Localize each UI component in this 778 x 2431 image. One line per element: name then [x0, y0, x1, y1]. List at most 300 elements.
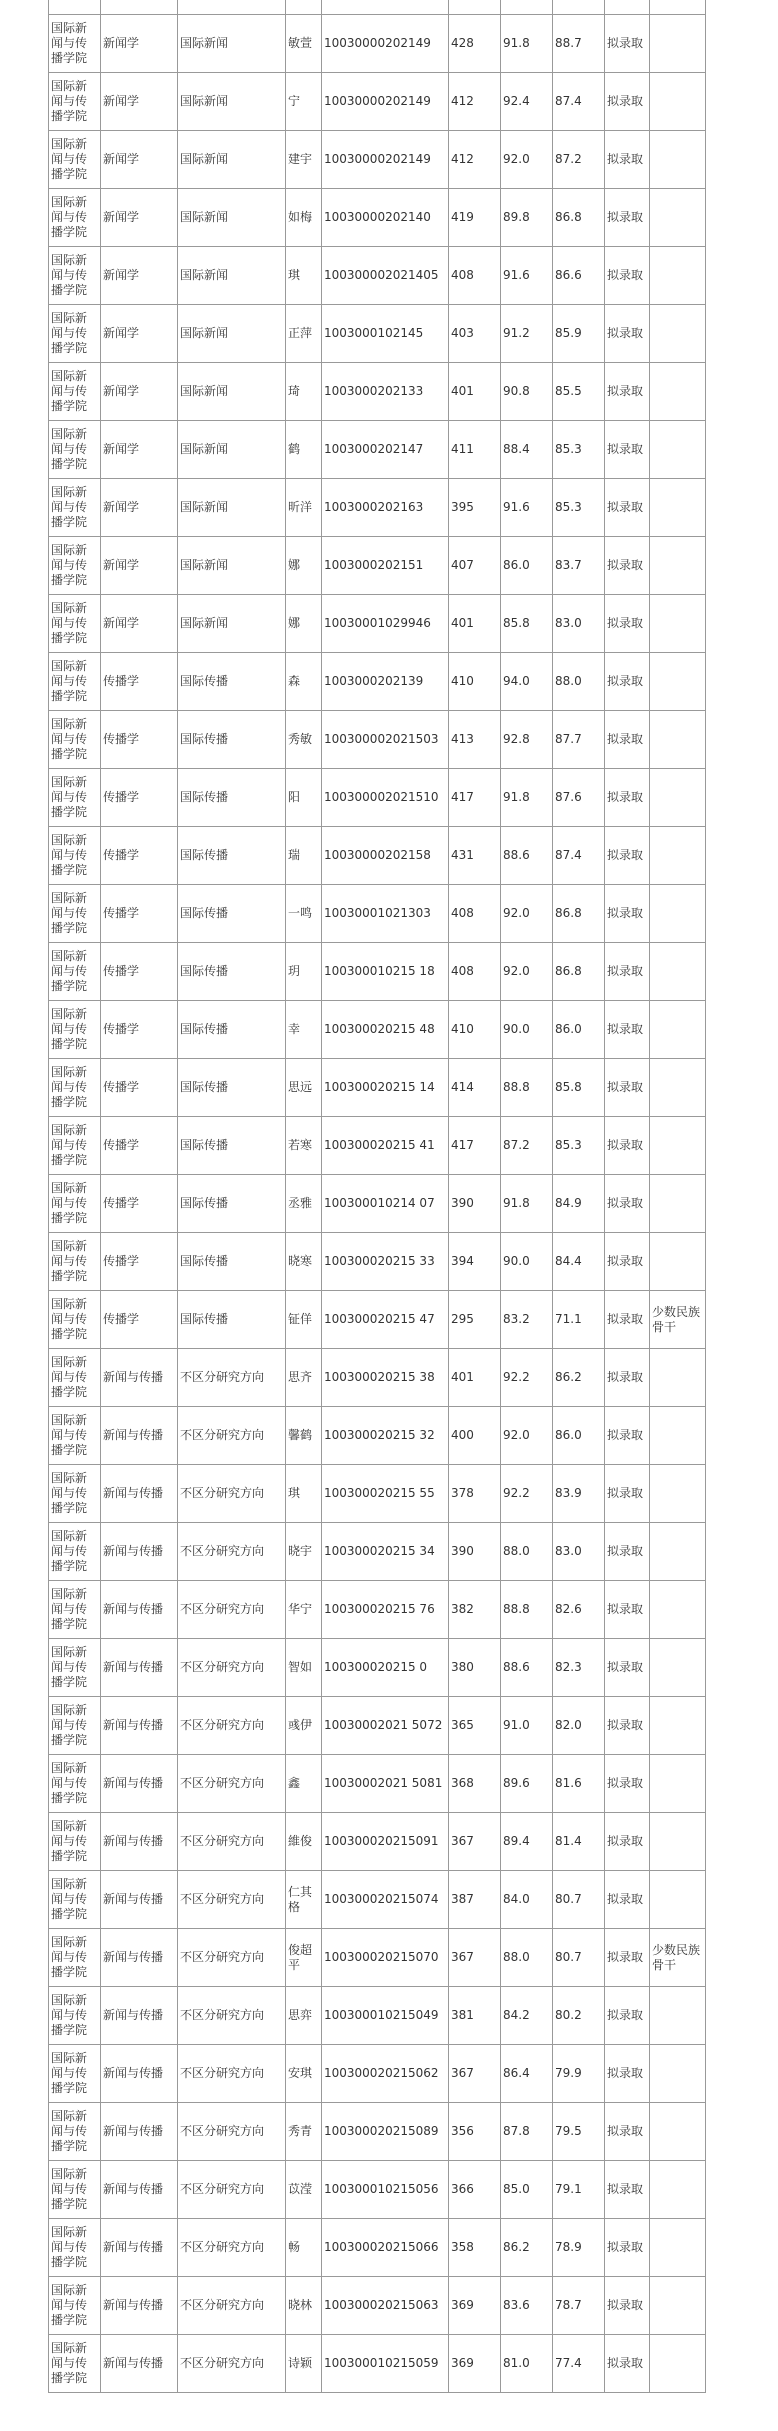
remark-cell	[650, 1407, 706, 1465]
table-row	[49, 479, 706, 537]
retest-score-cell: 88.6	[501, 827, 553, 885]
initial-score-cell: 401	[449, 363, 501, 421]
name-cell: 智如	[286, 1639, 322, 1697]
college-cell: 国际新闻与传播学院	[49, 1697, 101, 1755]
major-cell: 传播学	[101, 653, 178, 711]
table-row	[49, 247, 706, 305]
table-row	[49, 943, 706, 1001]
direction-cell: 国际新闻	[178, 305, 286, 363]
remark-cell	[650, 1871, 706, 1929]
direction-cell: 国际传播	[178, 1233, 286, 1291]
total-score-cell: 86.0	[553, 1407, 605, 1465]
direction-cell: 国际传播	[178, 1001, 286, 1059]
result-cell: 拟录取	[605, 305, 650, 363]
direction-cell: 不区分研究方向	[178, 1813, 286, 1871]
initial-score-cell: 395	[449, 479, 501, 537]
college-cell: 国际新闻与传播学院	[49, 73, 101, 131]
initial-score-cell: 390	[449, 1523, 501, 1581]
name-cell: 苡滢	[286, 2161, 322, 2219]
college-cell: 国际新闻与传播学院	[49, 15, 101, 73]
exam-id-cell: 10030001021303	[322, 885, 449, 943]
total-score-cell: 82.6	[553, 1581, 605, 1639]
initial-score-cell: 382	[449, 1581, 501, 1639]
table-row	[49, 2103, 706, 2161]
initial-score-cell: 410	[449, 653, 501, 711]
retest-score-cell: 92.8	[501, 711, 553, 769]
exam-id-cell: 100300020215070	[322, 1929, 449, 1987]
college-cell: 国际新闻与传播学院	[49, 653, 101, 711]
retest-score-cell: 91.8	[501, 769, 553, 827]
college-cell: 国际新闻与传播学院	[49, 131, 101, 189]
name-cell: 若寒	[286, 1117, 322, 1175]
major-cell: 传播学	[101, 769, 178, 827]
total-score-cell: 80.7	[553, 1871, 605, 1929]
total-score-cell: 87.2	[553, 131, 605, 189]
name-cell: 仁其格	[286, 1871, 322, 1929]
remark-cell	[650, 1349, 706, 1407]
exam-id-cell: 100300020215089	[322, 2103, 449, 2161]
table-row	[49, 1639, 706, 1697]
exam-id-cell: 100300020215 76	[322, 1581, 449, 1639]
result-cell: 拟录取	[605, 2045, 650, 2103]
retest-score-cell: 92.4	[501, 73, 553, 131]
college-cell: 国际新闻与传播学院	[49, 305, 101, 363]
major-cell: 新闻学	[101, 305, 178, 363]
total-score-cell: 83.0	[553, 595, 605, 653]
remark-cell	[650, 885, 706, 943]
major-cell: 新闻学	[101, 479, 178, 537]
college-cell: 国际新闻与传播学院	[49, 2103, 101, 2161]
total-score-cell: 87.4	[553, 827, 605, 885]
remark-cell	[650, 943, 706, 1001]
total-score-cell: 87.4	[553, 73, 605, 131]
total-score-cell: 86.8	[553, 885, 605, 943]
exam-id-cell: 1003000202163	[322, 479, 449, 537]
result-cell: 拟录取	[605, 1639, 650, 1697]
remark-cell	[650, 1117, 706, 1175]
table-row	[49, 2277, 706, 2335]
direction-cell: 不区分研究方向	[178, 2335, 286, 2393]
table-row	[49, 711, 706, 769]
college-cell: 国际新闻与传播学院	[49, 711, 101, 769]
result-cell: 拟录取	[605, 1349, 650, 1407]
total-score-cell: 83.9	[553, 1465, 605, 1523]
major-cell: 传播学	[101, 1233, 178, 1291]
retest-score-cell: 85.0	[501, 2161, 553, 2219]
table-row	[49, 769, 706, 827]
major-cell: 新闻学	[101, 15, 178, 73]
total-score-cell: 87.6	[553, 769, 605, 827]
retest-score-cell: 91.0	[501, 1697, 553, 1755]
retest-score-cell: 91.8	[501, 15, 553, 73]
table-row	[49, 1523, 706, 1581]
direction-cell: 国际传播	[178, 827, 286, 885]
name-cell: 诗颖	[286, 2335, 322, 2393]
total-score-cell: 81.6	[553, 1755, 605, 1813]
college-cell: 国际新闻与传播学院	[49, 1523, 101, 1581]
direction-cell: 国际传播	[178, 769, 286, 827]
result-cell: 拟录取	[605, 1059, 650, 1117]
result-cell: 拟录取	[605, 15, 650, 73]
remark-cell	[650, 1059, 706, 1117]
retest-score-cell: 92.0	[501, 131, 553, 189]
major-cell: 新闻学	[101, 189, 178, 247]
result-cell: 拟录取	[605, 1233, 650, 1291]
initial-score-cell: 381	[449, 1987, 501, 2045]
remark-cell: 少数民族骨干	[650, 1929, 706, 1987]
table-row	[49, 421, 706, 479]
total-score-cell: 86.6	[553, 247, 605, 305]
initial-score-cell: 365	[449, 1697, 501, 1755]
result-cell: 拟录取	[605, 131, 650, 189]
retest-score-cell: 94.0	[501, 653, 553, 711]
remark-cell	[650, 1813, 706, 1871]
result-cell: 拟录取	[605, 595, 650, 653]
major-cell: 新闻与传播	[101, 1639, 178, 1697]
direction-cell: 不区分研究方向	[178, 1581, 286, 1639]
exam-id-cell: 100300020215 48	[322, 1001, 449, 1059]
direction-cell: 国际新闻	[178, 421, 286, 479]
table-row	[49, 1929, 706, 1987]
table-row	[49, 1697, 706, 1755]
result-cell: 拟录取	[605, 421, 650, 479]
major-cell: 新闻与传播	[101, 2103, 178, 2161]
retest-score-cell: 84.2	[501, 1987, 553, 2045]
direction-cell: 不区分研究方向	[178, 1407, 286, 1465]
result-cell: 拟录取	[605, 479, 650, 537]
retest-score-cell: 91.8	[501, 1175, 553, 1233]
table-row	[49, 73, 706, 131]
retest-score-cell: 90.8	[501, 363, 553, 421]
result-cell: 拟录取	[605, 1697, 650, 1755]
major-cell: 新闻与传播	[101, 2161, 178, 2219]
remark-cell	[650, 595, 706, 653]
exam-id-cell: 10030001029946	[322, 595, 449, 653]
name-cell: 鹤	[286, 421, 322, 479]
retest-score-cell: 83.2	[501, 1291, 553, 1349]
retest-score-cell: 91.6	[501, 479, 553, 537]
direction-cell: 不区分研究方向	[178, 1523, 286, 1581]
direction-cell: 不区分研究方向	[178, 1465, 286, 1523]
remark-cell	[650, 2277, 706, 2335]
direction-cell: 不区分研究方向	[178, 1349, 286, 1407]
retest-score-cell: 92.2	[501, 1465, 553, 1523]
table-row	[49, 1001, 706, 1059]
result-cell: 拟录取	[605, 1465, 650, 1523]
initial-score-cell: 367	[449, 2045, 501, 2103]
name-cell: 丞雅	[286, 1175, 322, 1233]
remark-cell	[650, 653, 706, 711]
remark-cell	[650, 1697, 706, 1755]
result-cell: 拟录取	[605, 2161, 650, 2219]
major-cell: 新闻与传播	[101, 1407, 178, 1465]
total-score-cell: 78.9	[553, 2219, 605, 2277]
initial-score-cell: 410	[449, 1001, 501, 1059]
major-cell: 新闻与传播	[101, 1929, 178, 1987]
total-score-cell: 80.2	[553, 1987, 605, 2045]
table-row	[49, 537, 706, 595]
direction-cell: 国际传播	[178, 1291, 286, 1349]
table-row	[49, 1813, 706, 1871]
major-cell: 新闻学	[101, 363, 178, 421]
remark-cell	[650, 1523, 706, 1581]
result-cell: 拟录取	[605, 711, 650, 769]
college-cell: 国际新闻与传播学院	[49, 479, 101, 537]
retest-score-cell: 88.0	[501, 1523, 553, 1581]
total-score-cell: 86.2	[553, 1349, 605, 1407]
initial-score-cell: 367	[449, 1813, 501, 1871]
total-score-cell: 88.0	[553, 653, 605, 711]
initial-score-cell: 419	[449, 189, 501, 247]
table-row	[49, 0, 706, 15]
college-cell: 国际新闻与传播学院	[49, 885, 101, 943]
name-cell: 秀青	[286, 2103, 322, 2161]
major-cell: 传播学	[101, 943, 178, 1001]
total-score-cell: 79.9	[553, 2045, 605, 2103]
college-cell: 国际新闻与传播学院	[49, 2219, 101, 2277]
table-row	[49, 305, 706, 363]
retest-score-cell: 92.2	[501, 1349, 553, 1407]
exam-id-cell: 100300020215 34	[322, 1523, 449, 1581]
direction-cell: 不区分研究方向	[178, 1987, 286, 2045]
retest-score-cell: 86.0	[501, 537, 553, 595]
table-row	[49, 363, 706, 421]
name-cell: 玥	[286, 943, 322, 1001]
college-cell: 国际新闻与传播学院	[49, 2161, 101, 2219]
name-cell: 晓林	[286, 2277, 322, 2335]
direction-cell: 国际新闻	[178, 15, 286, 73]
total-score-cell: 78.7	[553, 2277, 605, 2335]
major-cell: 新闻与传播	[101, 2219, 178, 2277]
initial-score-cell: 417	[449, 1117, 501, 1175]
initial-score-cell: 408	[449, 943, 501, 1001]
major-cell: 传播学	[101, 1291, 178, 1349]
remark-cell	[650, 1581, 706, 1639]
major-cell: 新闻与传播	[101, 1697, 178, 1755]
college-cell: 国际新闻与传播学院	[49, 1001, 101, 1059]
direction-cell: 国际新闻	[178, 189, 286, 247]
remark-cell	[650, 2045, 706, 2103]
result-cell: 拟录取	[605, 1523, 650, 1581]
retest-score-cell: 88.6	[501, 1639, 553, 1697]
total-score-cell: 85.3	[553, 421, 605, 479]
retest-score-cell: 91.2	[501, 305, 553, 363]
total-score-cell: 85.3	[553, 1117, 605, 1175]
initial-score-cell: 412	[449, 131, 501, 189]
direction-cell: 不区分研究方向	[178, 2219, 286, 2277]
direction-cell: 国际传播	[178, 711, 286, 769]
name-cell: 昕洋	[286, 479, 322, 537]
exam-id-cell: 100300020215 55	[322, 1465, 449, 1523]
table-row	[49, 131, 706, 189]
exam-id-cell: 100300010215059	[322, 2335, 449, 2393]
result-cell: 拟录取	[605, 1871, 650, 1929]
total-score-cell: 82.0	[553, 1697, 605, 1755]
name-cell: 俊超平	[286, 1929, 322, 1987]
college-cell	[49, 0, 101, 15]
remark-cell	[650, 421, 706, 479]
retest-score-cell: 83.6	[501, 2277, 553, 2335]
table-row	[49, 2335, 706, 2393]
college-cell: 国际新闻与传播学院	[49, 1987, 101, 2045]
remark-cell	[650, 0, 706, 15]
initial-score-cell: 403	[449, 305, 501, 363]
name-cell: 正萍	[286, 305, 322, 363]
major-cell: 新闻与传播	[101, 1523, 178, 1581]
retest-score-cell: 92.0	[501, 1407, 553, 1465]
remark-cell	[650, 189, 706, 247]
initial-score-cell: 414	[449, 1059, 501, 1117]
result-cell: 拟录取	[605, 1291, 650, 1349]
retest-score-cell: 87.8	[501, 2103, 553, 2161]
major-cell: 传播学	[101, 1175, 178, 1233]
remark-cell	[650, 2335, 706, 2393]
retest-score-cell: 89.8	[501, 189, 553, 247]
major-cell: 新闻学	[101, 595, 178, 653]
exam-id-cell: 100300020215066	[322, 2219, 449, 2277]
name-cell: 琦	[286, 363, 322, 421]
direction-cell: 不区分研究方向	[178, 1697, 286, 1755]
table-row	[49, 595, 706, 653]
direction-cell: 国际传播	[178, 1059, 286, 1117]
college-cell: 国际新闻与传播学院	[49, 2045, 101, 2103]
name-cell: 森	[286, 653, 322, 711]
table-row	[49, 885, 706, 943]
college-cell: 国际新闻与传播学院	[49, 769, 101, 827]
major-cell: 传播学	[101, 1001, 178, 1059]
name-cell: 娜	[286, 595, 322, 653]
result-cell: 拟录取	[605, 653, 650, 711]
name-cell	[286, 0, 322, 15]
result-cell: 拟录取	[605, 1813, 650, 1871]
total-score-cell: 79.5	[553, 2103, 605, 2161]
remark-cell	[650, 1755, 706, 1813]
remark-cell	[650, 15, 706, 73]
exam-id-cell: 100300020215 32	[322, 1407, 449, 1465]
major-cell: 新闻与传播	[101, 1987, 178, 2045]
name-cell: 晓宇	[286, 1523, 322, 1581]
result-cell: 拟录取	[605, 1755, 650, 1813]
major-cell: 新闻与传播	[101, 1465, 178, 1523]
college-cell: 国际新闻与传播学院	[49, 1233, 101, 1291]
major-cell: 新闻与传播	[101, 1871, 178, 1929]
admission-table	[48, 0, 706, 2393]
table-row	[49, 1059, 706, 1117]
major-cell: 新闻与传播	[101, 1581, 178, 1639]
result-cell: 拟录取	[605, 1001, 650, 1059]
initial-score-cell: 366	[449, 2161, 501, 2219]
exam-id-cell: 100300002021405	[322, 247, 449, 305]
college-cell: 国际新闻与传播学院	[49, 1291, 101, 1349]
name-cell: 阳	[286, 769, 322, 827]
initial-score-cell: 408	[449, 885, 501, 943]
remark-cell	[650, 537, 706, 595]
table-body	[49, 0, 706, 2393]
exam-id-cell: 100300020215 33	[322, 1233, 449, 1291]
direction-cell: 国际传播	[178, 1175, 286, 1233]
table-row	[49, 1755, 706, 1813]
table-row	[49, 1987, 706, 2045]
direction-cell: 不区分研究方向	[178, 1929, 286, 1987]
exam-id-cell: 100300020215 14	[322, 1059, 449, 1117]
initial-score-cell: 394	[449, 1233, 501, 1291]
college-cell: 国际新闻与传播学院	[49, 1929, 101, 1987]
exam-id-cell: 100300002021510	[322, 769, 449, 827]
initial-score-cell: 358	[449, 2219, 501, 2277]
major-cell: 新闻与传播	[101, 1349, 178, 1407]
total-score-cell: 85.5	[553, 363, 605, 421]
retest-score-cell: 88.4	[501, 421, 553, 479]
major-cell: 传播学	[101, 711, 178, 769]
college-cell: 国际新闻与传播学院	[49, 1871, 101, 1929]
retest-score-cell: 91.6	[501, 247, 553, 305]
major-cell: 新闻与传播	[101, 2045, 178, 2103]
direction-cell: 国际传播	[178, 885, 286, 943]
total-score-cell: 71.1	[553, 1291, 605, 1349]
table-row	[49, 2219, 706, 2277]
exam-id-cell: 100300020215 41	[322, 1117, 449, 1175]
retest-score-cell: 92.0	[501, 885, 553, 943]
retest-score-cell: 89.6	[501, 1755, 553, 1813]
remark-cell: 少数民族骨干	[650, 1291, 706, 1349]
college-cell: 国际新闻与传播学院	[49, 189, 101, 247]
major-cell: 传播学	[101, 827, 178, 885]
exam-id-cell: 100300020215 38	[322, 1349, 449, 1407]
major-cell: 新闻与传播	[101, 2277, 178, 2335]
result-cell: 拟录取	[605, 769, 650, 827]
exam-id-cell: 10030000202149	[322, 15, 449, 73]
retest-score-cell: 92.0	[501, 943, 553, 1001]
initial-score-cell: 378	[449, 1465, 501, 1523]
direction-cell: 不区分研究方向	[178, 1755, 286, 1813]
table-row	[49, 827, 706, 885]
major-cell: 新闻学	[101, 247, 178, 305]
college-cell: 国际新闻与传播学院	[49, 1465, 101, 1523]
major-cell: 新闻学	[101, 73, 178, 131]
exam-id-cell: 10030000202140	[322, 189, 449, 247]
remark-cell	[650, 73, 706, 131]
college-cell: 国际新闻与传播学院	[49, 1581, 101, 1639]
exam-id-cell: 10030000202149	[322, 131, 449, 189]
total-score-cell	[553, 0, 605, 15]
exam-id-cell: 100300002021503	[322, 711, 449, 769]
exam-id-cell: 1003000102145	[322, 305, 449, 363]
total-score-cell: 82.3	[553, 1639, 605, 1697]
college-cell: 国际新闻与传播学院	[49, 1813, 101, 1871]
college-cell: 国际新闻与传播学院	[49, 595, 101, 653]
exam-id-cell: 100300020215062	[322, 2045, 449, 2103]
name-cell: 琪	[286, 1465, 322, 1523]
major-cell: 新闻学	[101, 131, 178, 189]
remark-cell	[650, 2161, 706, 2219]
major-cell: 新闻学	[101, 421, 178, 479]
table-row	[49, 2045, 706, 2103]
total-score-cell: 83.7	[553, 537, 605, 595]
remark-cell	[650, 1639, 706, 1697]
retest-score-cell: 88.8	[501, 1059, 553, 1117]
remark-cell	[650, 769, 706, 827]
remark-cell	[650, 305, 706, 363]
result-cell: 拟录取	[605, 537, 650, 595]
initial-score-cell: 413	[449, 711, 501, 769]
name-cell: 安琪	[286, 2045, 322, 2103]
college-cell: 国际新闻与传播学院	[49, 1175, 101, 1233]
retest-score-cell: 86.2	[501, 2219, 553, 2277]
initial-score-cell: 417	[449, 769, 501, 827]
retest-score-cell: 85.8	[501, 595, 553, 653]
direction-cell: 国际新闻	[178, 479, 286, 537]
initial-score-cell: 407	[449, 537, 501, 595]
